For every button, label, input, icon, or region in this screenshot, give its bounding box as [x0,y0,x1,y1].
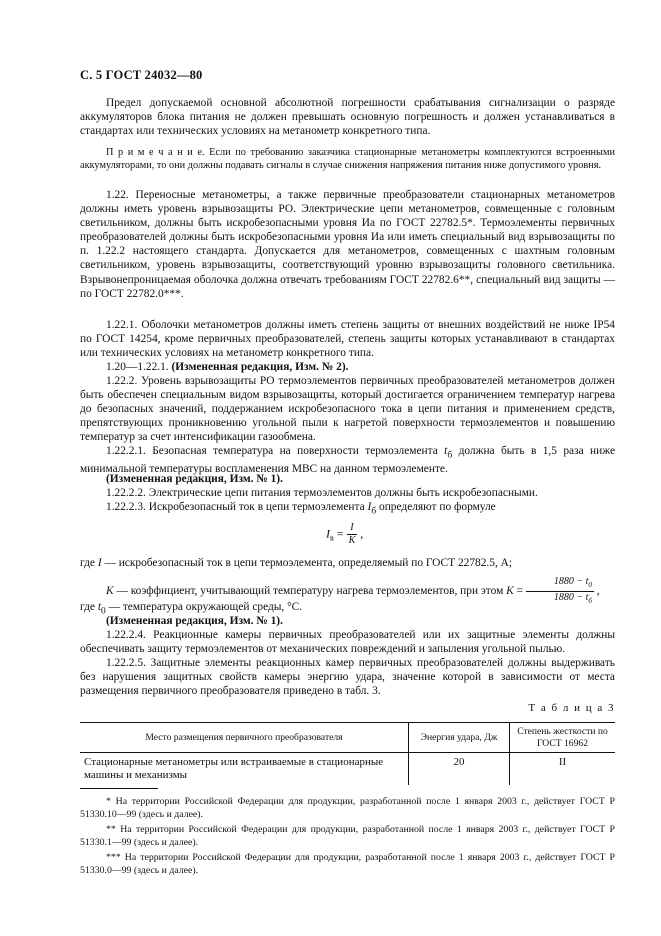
footnote-separator [80,788,158,789]
table-3 [80,722,615,785]
note: П р и м е ч а н и е. Если по требованию заказчика стационарные метанометры комплектуются встроенными аккумуляторами, то они должны подавать сигналы в случае снижения напряжения питания ниже допустимого уровня. [80,147,615,171]
var-k: K [106,585,114,598]
text-part: 1.22.2.1. Безопасная температура на поверхности термоэлемента [106,445,445,457]
fraction-numerator: I [347,522,358,535]
fraction2-numerator [526,576,594,592]
paragraph-1-22-1: 1.22.1. Оболочки метанометров должны иметь степень защиты от внешних воздействий не ниже IP54 по ГОСТ 14254, кроме первичных преобразователей, степень защиты которых устанавливают в стандартах или технических условиях на метанометр конкретного типа. [80,319,615,360]
table-cell: Стационарные метанометры или встраиваемые в стационарные машины и механизмы [84,756,384,781]
table-row [80,753,615,786]
text-part: 1.22.2.3. Искробезопасный ток в цепи термоэлемента [106,501,368,513]
formula-lhs-sub: в [330,533,334,543]
formula-tail: , [357,526,364,541]
paragraph-1-22-2-3 [80,500,615,518]
amendment-range: 1.20—1.22.1. [106,361,169,373]
num-text: 1880 − t [553,576,589,587]
table-header-cell: Энергия удара, Дж [409,723,510,753]
paragraph-limit: Предел допускаемой основной абсолютной погрешности срабатывания сигнализации о разряде аккумуляторов блока питания не должен превышать основную погрешность и должен устанавливаться в стандартах или технических условиях на метанометр конкретного типа. [80,97,615,138]
paragraph-1-22-2-2: 1.22.2.2. Электрические цепи питания термоэлементов должны быть искробезопасными. [106,487,538,499]
formula-fraction [347,522,358,547]
var-t: t [444,445,448,457]
den-text: 1880 − t [553,592,589,603]
var-i: I [367,501,372,513]
formula2-eq: = [513,585,526,598]
page-header: С. 5 ГОСТ 24032—80 [80,68,203,82]
paragraph-1-22: 1.22. Переносные метанометры, а также первичные преобразователи стационарных метанометров должны иметь уровень взрывозащиты РО. Электрические цепи метанометров, совмещенные с головным светильником, должны быть искробезопасными уровня Иа по ГОСТ 22782.5*. Термоэлементы первичных преобразователей должны быть искробезопасными уровня Иа или иметь специальный вид взрывозащиты по п. 1.22.2 настоящего стандарта. Допускается для метанометров, совмещенных с шахтным головным светильником, уровень взрывозащиты, соответствующий уровню взрывозащиты головного светильника. Взрывонепроницаемая оболочка должна отвечать требованиям ГОСТ 22782.6**, специальный вид защиты — по ГОСТ 22782.0***. [80,189,615,300]
formula-k [506,576,600,605]
formula-safe-current [326,522,363,547]
num-sub: 0 [588,581,592,589]
amendment-note: (Измененная редакция, Изм. № 2). [171,361,349,373]
footnote-1: * На территории Российской Федерации для продукции, разработанной после 1 января 2003 г., действует ГОСТ Р 51330.10—99 (здесь и далее). [80,796,615,820]
where-t-text: — температура окружающей среды, °С. [105,601,303,613]
sub-0: 0 [100,606,106,617]
table-header-cell: Место размещения первичного преобразователя [80,723,409,753]
table-header-row [80,723,615,753]
where-i-text: — искробезопасный ток в цепи термоэлемента, определяемый по ГОСТ 22782.5, А; [101,557,513,569]
table-cell: 20 [409,753,510,786]
table-caption: Т а б л и ц а 3 [528,702,615,714]
amendment-line-3: (Измененная редакция, Изм. № 1). [106,615,283,627]
table-cell: II [510,753,616,786]
text-part: должна быть в 1,5 раза ниже минимальной температуры воспламенения МВС на данном термоэлементе. [80,445,615,476]
formula2-lhs: K [506,585,514,598]
formula-eq: = [333,526,347,541]
paragraph-1-22-2-5: 1.22.2.5. Защитные элементы реакционных камер первичных преобразователей должны выдерживать без нарушения защитных свойств камеры энергию удара, значение которой в зависимости от места размещения первичного преобразователя приведено в табл. 3. [80,657,615,698]
text-part: определяют по формуле [376,501,496,513]
formula-lhs: I [326,526,330,541]
paragraph-1-22-2-4: 1.22.2.4. Реакционные камеры первичных преобразователей или их защитные элементы должны обеспечивать защиту термоэлементов от механических повреждений и запыления угольной пылью. [80,629,615,656]
formula2-tail: , [593,585,600,598]
var-t: t [97,601,101,613]
sub-b: б [447,450,453,461]
amendment-line-1 [80,360,615,374]
den-sub: б [588,597,592,605]
where-word: где [80,601,98,613]
sub-b: б [371,506,377,517]
where-word: где [80,557,98,569]
fraction-denominator: K [348,535,356,546]
amendment-line-2: (Измененная редакция, Изм. № 1). [106,473,283,485]
footnote-3: *** На территории Российской Федерации для продукции, разработанной после 1 января 2003 г., действует ГОСТ Р 51330.0—99 (здесь и далее). [80,852,615,876]
where-k-text: — коэффициент, учитывающий температуру нагрева термоэлементов, при этом [113,585,507,598]
var-i: I [97,557,102,569]
paragraph-1-22-2: 1.22.2. Уровень взрывозащиты РО термоэлементов первичных преобразователей метанометров должен быть обеспечен специальным видом взрывозащиты, который достигается ограничением температур нагрева до безопасных значений, поддержанием искробезопасного тока в цепи питания и применением средств, препятствующих проникновению угольной пыли к нагретой поверхности термоэлементов и повышению температур за счет интенсификации газообмена. [80,375,615,444]
table-header-cell: Степень жесткости по ГОСТ 16962 [510,723,616,753]
where-i-line [80,556,615,570]
footnote-2: ** На территории Российской Федерации для продукции, разработанной после 1 января 2003 г., действует ГОСТ Р 51330.1—99 (здесь и далее). [80,824,615,848]
